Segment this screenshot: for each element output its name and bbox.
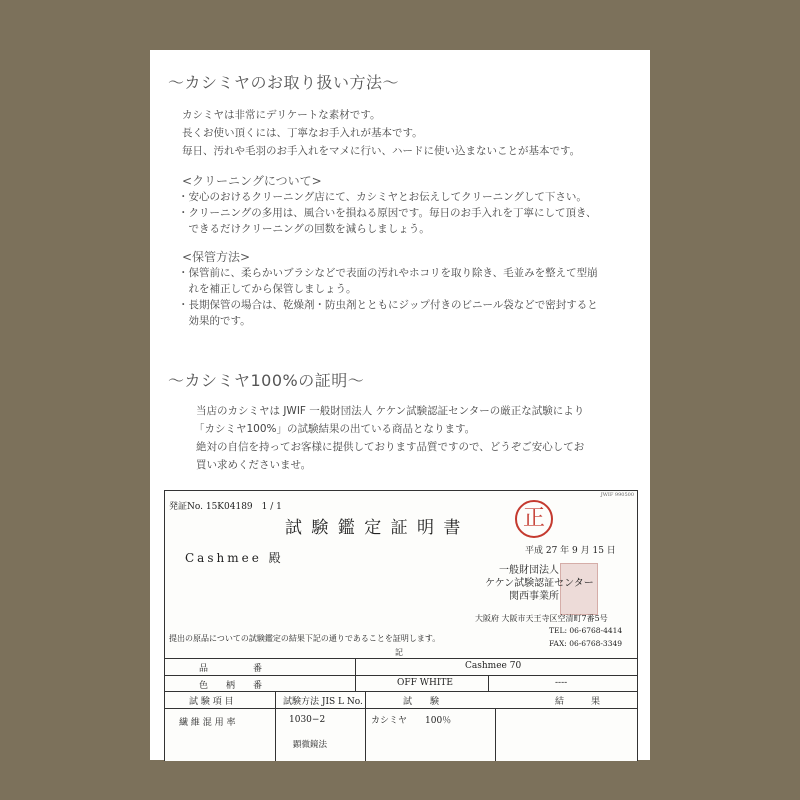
storage-line: ・長期保管の場合は、乾燥剤・防虫剤とともにジップ付きのビニール袋などで密封すると bbox=[178, 299, 598, 311]
org-line: ケケン試験認証センター bbox=[485, 578, 594, 589]
cleaning-line: ・安心のおけるクリーニング店にて、カシミヤとお伝えしてクリーニングして下さい。 bbox=[178, 191, 587, 203]
column-head-test-item: 試 験 項 目 bbox=[189, 697, 234, 707]
org-tel: TEL: 06-6768-4414 bbox=[549, 626, 623, 635]
color-no-value: OFF WHITE bbox=[397, 678, 453, 688]
care-intro-line: 長くお使い頂くには、丁寧なお手入れが基本です。 bbox=[182, 127, 423, 139]
test-result: カシミヤ 100％ bbox=[371, 716, 452, 726]
test-method-2: 顕微鏡法 bbox=[293, 740, 328, 750]
table-rule bbox=[495, 708, 496, 761]
column-head-method: 試験方法 JIS L No. bbox=[283, 697, 363, 707]
test-method: 1030−2 bbox=[289, 715, 326, 725]
certificate-date: 平成 27 年 9 月 15 日 bbox=[525, 546, 616, 556]
care-intro-line: 毎日、汚れや毛羽のお手入れをマメに行い、ハードに使い込まないことが基本です。 bbox=[182, 145, 581, 157]
storage-title: <保管方法> bbox=[182, 250, 251, 264]
column-head-test: 試 験 bbox=[403, 697, 440, 707]
org-fax: FAX: 06-6768-3349 bbox=[549, 639, 623, 648]
table-rule bbox=[488, 675, 489, 691]
org-line: 一般財団法人 bbox=[499, 565, 559, 576]
official-seal-icon bbox=[560, 563, 598, 615]
proof-line: 「カシミヤ100%」の試験結果の出ている商品となります。 bbox=[194, 423, 476, 435]
table-rule bbox=[165, 658, 637, 659]
certificate-statement: 提出の原品についての試験鑑定の結果下記の通りであることを証明します。 bbox=[169, 634, 441, 643]
org-line: 関西事業所 bbox=[509, 591, 559, 602]
cleaning-line: できるだけクリーニングの回数を減らしましょう。 bbox=[178, 223, 430, 235]
proof-title: 〜カシミヤ100%の証明〜 bbox=[168, 371, 365, 390]
form-code: JWIF 990500 bbox=[600, 492, 634, 498]
cleaning-title: <クリーニングについて> bbox=[182, 174, 322, 188]
proof-line: 買い求めくださいませ。 bbox=[196, 459, 312, 471]
product-info-panel bbox=[150, 50, 650, 760]
certificate-number: 発証No. 15K04189 1 / 1 bbox=[169, 502, 282, 512]
org-address: 大阪府 大阪市天王寺区空清町7番5号 bbox=[475, 614, 608, 623]
table-rule bbox=[165, 691, 637, 692]
certificate-title: 試 験 鑑 定 証 明 書 bbox=[285, 518, 463, 538]
table-rule bbox=[165, 675, 637, 676]
column-head-result: 結 果 bbox=[555, 697, 601, 707]
storage-line: 効果的です。 bbox=[178, 315, 251, 327]
care-intro-line: カシミヤは非常にデリケートな素材です。 bbox=[182, 109, 381, 121]
care-title: 〜カシミヤのお取り扱い方法〜 bbox=[168, 73, 400, 92]
table-rule bbox=[355, 658, 356, 691]
color-no-value-2: ---- bbox=[555, 678, 568, 688]
ki-mark: 記 bbox=[395, 648, 403, 657]
proof-line: 当店のカシミヤは JWIF 一般財団法人 ケケン試験認証センターの厳正な試験により bbox=[196, 405, 585, 417]
test-certificate bbox=[164, 490, 638, 761]
table-rule bbox=[275, 691, 276, 761]
recipient: Cashmee 殿 bbox=[185, 551, 284, 565]
table-rule bbox=[365, 691, 366, 761]
test-item: 繊 維 混 用 率 bbox=[179, 718, 236, 728]
proof-line: 絶対の自信を持ってお客様に提供しております品質ですので、どうぞご安心してお bbox=[196, 441, 585, 453]
row-label-color-no: 色 柄 番 bbox=[199, 681, 263, 691]
storage-line: ・保管前に、柔らかいブラシなどで表面の汚れやホコリを取り除き、毛並みを整えて型崩 bbox=[178, 267, 598, 279]
row-label-item-no: 品 番 bbox=[199, 664, 263, 674]
storage-line: れを補正してから保管しましょう。 bbox=[178, 283, 357, 295]
item-no-value: Cashmee 70 bbox=[465, 661, 522, 671]
seal-stamp-icon: 正 bbox=[515, 500, 553, 538]
cleaning-line: ・クリーニングの多用は、風合いを損ねる原因です。毎日のお手入れを丁寧にして頂き、 bbox=[178, 207, 597, 219]
table-rule bbox=[165, 708, 637, 709]
